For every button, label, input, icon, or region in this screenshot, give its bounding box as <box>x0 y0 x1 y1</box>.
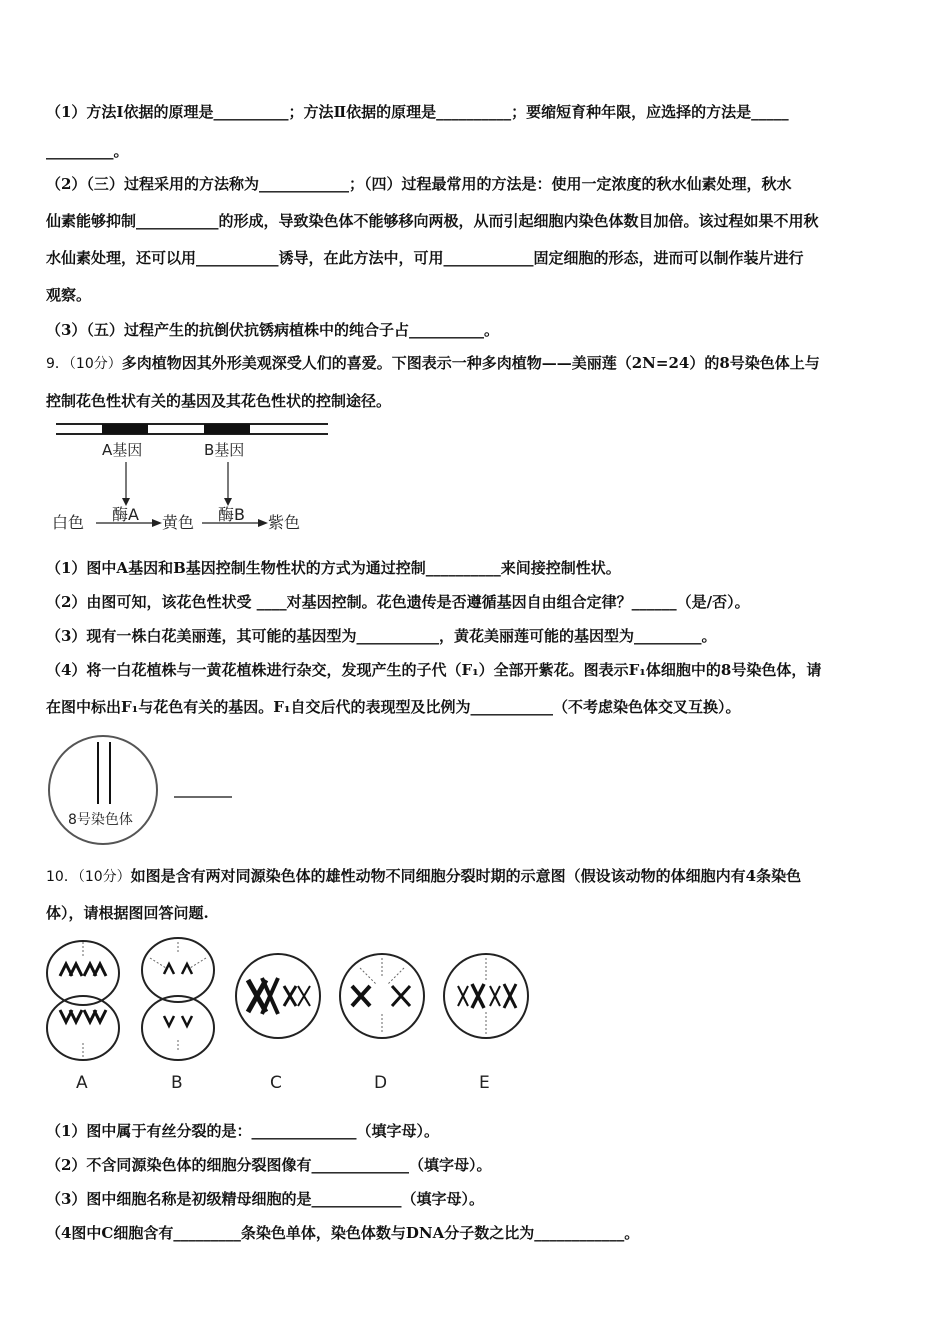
cell-a-label: A <box>76 1073 88 1093</box>
cell-a-diagram <box>47 941 119 1060</box>
q10-number: 10．（10分） <box>46 869 131 885</box>
cell-e-label: E <box>479 1073 490 1093</box>
q9-part2: （2）由图可知，该花色性状受 ____对基因控制。花色遗传是否遵循基因自由组合定律？______（是/否）。 <box>46 593 750 611</box>
color-purple-label: 紫色 <box>268 513 301 532</box>
q9-number: 9．（10分） <box>46 356 122 372</box>
cell-c-diagram <box>236 954 320 1038</box>
q10-stem-line2: 体），请根据图回答问题. <box>46 904 209 922</box>
q8-part3: （3）（五）过程产生的抗倒伏抗锈病植株中的纯合子占__________。 <box>46 321 499 339</box>
gene-b-label: B基因 <box>204 441 245 459</box>
color-white-label: 白色 <box>52 513 85 532</box>
enzyme-b-arrowhead <box>258 519 268 527</box>
q10-part1: （1）图中属于有丝分裂的是：______________（填字母）。 <box>46 1122 439 1140</box>
enzyme-a-label: 酶A <box>112 505 139 524</box>
cell-c-label: C <box>270 1073 282 1093</box>
q10-part2: （2）不含同源染色体的细胞分裂图像有_____________（填字母）。 <box>46 1156 492 1174</box>
cell-b-label: B <box>171 1073 183 1093</box>
q8-part2-line4: 观察。 <box>46 286 92 304</box>
q9-stem-text: 多肉植物因其外形美观深受人们的喜爱。下图表示一种多肉植物——美丽莲（2N=24）的8号染色体上与 <box>121 354 820 372</box>
cell-d-label: D <box>374 1073 388 1093</box>
cell-b-diagram <box>142 938 214 1060</box>
gene-b-block <box>204 424 250 434</box>
q8-part2-line1: （2）（三）过程采用的方法称为____________；（四）过程最常用的方法是：使用一定浓度的秋水仙素处理，秋水 <box>46 175 792 193</box>
q10-part3: （3）图中细胞名称是初级精母细胞的是____________（填字母）。 <box>46 1190 484 1208</box>
q9-stem-line1 <box>46 353 906 374</box>
q9-stem-line2: 控制花色性状有关的基因及其花色性状的控制途径。 <box>46 392 392 410</box>
cell-label: 8号染色体 <box>68 812 133 828</box>
q8-part2-line3: 水仙素处理，还可以用___________诱导，在此方法中，可用____________固定细胞的形态，进而可以制作装片进行 <box>46 249 804 267</box>
enzyme-b-label: 酶B <box>218 505 245 524</box>
q8-part2-line2: 仙素能够抑制___________的形成，导致染色体不能够移向两极，从而引起细胞内染色体数目加倍。该过程如果不用秋 <box>46 212 819 230</box>
cell-division-figure <box>40 928 540 1098</box>
enzyme-a-arrowhead <box>152 519 162 527</box>
q10-stem-text: 如图是含有两对同源染色体的雄性动物不同细胞分裂时期的示意图（假设该动物的体细胞内有4条染色 <box>130 867 802 885</box>
q8-part1-line1: （1）方法Ⅰ依据的原理是__________；方法Ⅱ依据的原理是__________；要缩短育种年限，应选择的方法是_____ <box>46 103 789 121</box>
cell-d-diagram <box>340 954 424 1038</box>
gene-pathway-diagram <box>46 418 346 538</box>
chromosome-8-cell-diagram <box>44 734 244 846</box>
q9-part4-line1: （4）将一白花植株与一黄花植株进行杂交，发现产生的子代（F₁）全部开紫花。图表示F₁体细胞中的8号染色体，请 <box>46 661 822 679</box>
q9-part1: （1）图中A基因和B基因控制生物性状的方式为通过控制__________来间接控制性状。 <box>46 559 621 577</box>
gene-a-label: A基因 <box>102 441 143 459</box>
cell-e-diagram <box>444 954 528 1038</box>
gene-a-block <box>102 424 148 434</box>
q10-part4: （4图中C细胞含有_________条染色单体，染色体数与DNA分子数之比为____________。 <box>46 1224 640 1242</box>
color-yellow-label: 黄色 <box>162 513 195 532</box>
q8-part1-line2: _________。 <box>46 142 129 160</box>
q10-stem-line1 <box>46 866 906 887</box>
q9-part3: （3）现有一株白花美丽莲，其可能的基因型为___________，黄花美丽莲可能的基因型为_________。 <box>46 627 717 645</box>
q9-part4-line2: 在图中标出F₁与花色有关的基因。F₁自交后代的表现型及比例为___________（不考虑染色体交叉互换）。 <box>46 698 741 716</box>
